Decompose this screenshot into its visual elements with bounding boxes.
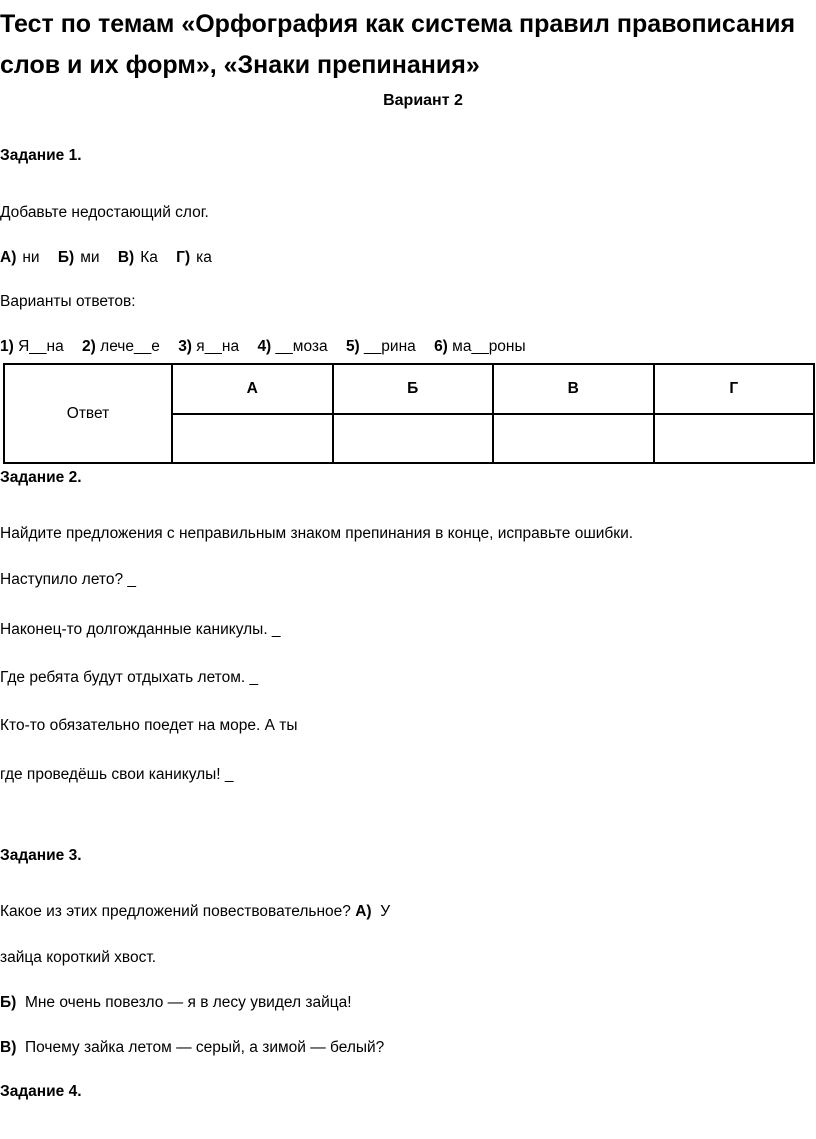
task2-instruction: Найдите предложения с неправильным знаком препинания в конце, исправьте ошибки. — [0, 525, 634, 542]
sentence-item: Наступило лето? _ — [0, 571, 137, 588]
answers-label: Варианты ответов: — [0, 293, 136, 310]
option-letter: В) — [0, 1039, 17, 1056]
syllable-option — [118, 249, 158, 266]
word-item — [82, 338, 160, 355]
option-text: У — [380, 903, 391, 920]
word-num: 2) — [82, 338, 96, 355]
option-letter: Б) — [57, 249, 75, 266]
syllable-option — [58, 249, 100, 266]
option-continuation: зайца короткий хвост. — [0, 949, 157, 966]
page-title: Тест по темам «Орфография как система правил правописания слов и их форм», «Знаки препинания» — [0, 10, 796, 79]
task1-heading: Задание 1. — [0, 147, 82, 164]
option-letter: А) — [0, 249, 17, 266]
sentence-item: Наконец-то долгожданные каникулы. _ — [0, 621, 281, 638]
answer-column-header: Б — [333, 364, 494, 414]
option-text: Почему зайка летом — серый, а зимой — белый? — [24, 1039, 385, 1056]
answer-column-header: Г — [654, 364, 815, 414]
answer-table — [3, 363, 815, 464]
sentence-item: Кто-то обязательно поедет на море. А ты — [0, 717, 298, 734]
word-item — [0, 338, 64, 355]
word-item — [346, 338, 416, 355]
answer-column-header: А — [172, 364, 333, 414]
syllable-options — [0, 248, 226, 268]
task3-heading: Задание 3. — [0, 847, 82, 864]
word-item — [178, 338, 239, 355]
word-num: 3) — [178, 338, 192, 355]
word-num: 4) — [257, 338, 272, 355]
variant-heading: Вариант 2 — [383, 92, 463, 109]
option-text: Ка — [140, 249, 158, 266]
word-text: Я__на — [18, 338, 64, 355]
option-text: ми — [80, 249, 100, 266]
option-letter: Г) — [176, 249, 191, 266]
word-text: ма__роны — [452, 338, 526, 355]
word-list — [0, 337, 540, 357]
answer-cell[interactable] — [493, 414, 654, 463]
sentence-item: где проведёшь свои каникулы! _ — [0, 766, 234, 783]
answer-cell[interactable] — [654, 414, 815, 463]
option-text: ни — [22, 249, 40, 266]
task1-instruction: Добавьте недостающий слог. — [0, 204, 209, 221]
answer-cell[interactable] — [333, 414, 494, 463]
option-text: Мне очень повезло — я в лесу увидел зайца! — [24, 994, 352, 1011]
word-text: __моза — [275, 338, 328, 355]
word-text: __рина — [364, 338, 416, 355]
word-num: 1) — [0, 338, 14, 355]
answer-column-header: В — [493, 364, 654, 414]
word-text: лече__е — [100, 338, 160, 355]
word-num: 6) — [434, 338, 448, 355]
word-num: 5) — [345, 338, 360, 355]
task4-heading: Задание 4. — [0, 1083, 82, 1100]
task3-question — [0, 902, 390, 922]
answer-row-label: Ответ — [4, 364, 172, 463]
word-item — [257, 338, 327, 355]
syllable-option — [176, 249, 212, 266]
option-letter: Б) — [0, 994, 17, 1011]
question-text: Какое из этих предложений повествовательное? — [0, 903, 351, 920]
option-letter: В) — [117, 249, 135, 266]
answer-cell[interactable] — [172, 414, 333, 463]
option-letter: А) — [355, 903, 372, 920]
word-text: я__на — [196, 338, 240, 355]
answer-option — [0, 1038, 384, 1058]
option-text: ка — [196, 249, 212, 266]
task2-heading: Задание 2. — [0, 469, 82, 486]
sentence-item: Где ребята будут отдыхать летом. _ — [0, 669, 259, 686]
syllable-option — [0, 249, 40, 266]
word-item — [434, 338, 526, 355]
answer-option — [0, 993, 352, 1013]
